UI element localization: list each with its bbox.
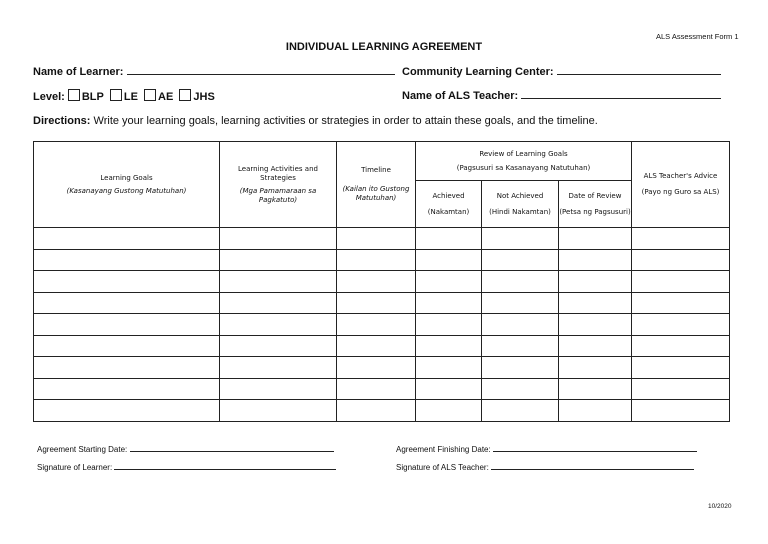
community-learning-center-field[interactable]: [402, 65, 721, 78]
table-row: [34, 271, 730, 293]
table-cell[interactable]: [632, 292, 730, 314]
table-cell[interactable]: [416, 249, 482, 271]
table-cell[interactable]: [632, 357, 730, 379]
table-cell[interactable]: [220, 357, 337, 379]
date-of-review-title: Date of Review: [568, 191, 622, 200]
table-cell[interactable]: [337, 228, 416, 250]
le-checkbox[interactable]: [110, 89, 122, 101]
level-option-ae[interactable]: [144, 91, 173, 103]
table-cell[interactable]: [482, 400, 559, 422]
table-row: [34, 314, 730, 336]
table-cell[interactable]: [220, 228, 337, 250]
table-row: [34, 335, 730, 357]
review-header: [416, 142, 632, 181]
table-cell[interactable]: [337, 400, 416, 422]
table-cell[interactable]: [220, 314, 337, 336]
table-cell[interactable]: [632, 378, 730, 400]
le-label: LE: [123, 91, 138, 103]
table-cell[interactable]: [482, 378, 559, 400]
level-field: [33, 89, 218, 103]
table-cell[interactable]: [220, 271, 337, 293]
table-cell[interactable]: [482, 314, 559, 336]
table-cell[interactable]: [416, 314, 482, 336]
table-row: [34, 357, 730, 379]
table-cell[interactable]: [34, 271, 220, 293]
name-of-als-teacher-line[interactable]: [521, 89, 721, 99]
level-option-blp[interactable]: [68, 91, 104, 103]
table-cell[interactable]: [416, 271, 482, 293]
table-cell[interactable]: [337, 249, 416, 271]
achieved-header: [416, 181, 482, 228]
date-of-review-header: [559, 181, 632, 228]
review-title: Review of Learning Goals: [479, 149, 568, 158]
agreement-finishing-date-line[interactable]: [493, 444, 697, 452]
table-cell[interactable]: [34, 335, 220, 357]
table-cell[interactable]: [34, 228, 220, 250]
table-row: [34, 378, 730, 400]
signature-of-als-teacher-line[interactable]: [491, 462, 694, 470]
table-row: [34, 400, 730, 422]
directions-label: Directions:: [33, 115, 91, 127]
name-of-als-teacher-label: Name of ALS Teacher:: [402, 90, 519, 102]
table-cell[interactable]: [559, 357, 632, 379]
jhs-checkbox[interactable]: [179, 89, 191, 101]
signature-of-als-teacher-field[interactable]: [396, 462, 694, 472]
table-cell[interactable]: [220, 249, 337, 271]
agreement-finishing-date-label: Agreement Finishing Date:: [396, 445, 491, 454]
table-cell[interactable]: [482, 271, 559, 293]
table-cell[interactable]: [559, 314, 632, 336]
advice-subtitle: (Payo ng Guro sa ALS): [641, 188, 720, 196]
blp-checkbox[interactable]: [68, 89, 80, 101]
jhs-label: JHS: [193, 91, 215, 103]
signature-of-learner-label: Signature of Learner:: [37, 463, 113, 472]
table-cell[interactable]: [220, 292, 337, 314]
ae-label: AE: [158, 91, 174, 103]
table-cell[interactable]: [337, 357, 416, 379]
name-of-learner-field[interactable]: [33, 65, 395, 78]
community-learning-center-line[interactable]: [557, 65, 721, 75]
table-cell[interactable]: [337, 271, 416, 293]
table-cell[interactable]: [632, 271, 730, 293]
table-cell[interactable]: [416, 378, 482, 400]
table-cell[interactable]: [482, 249, 559, 271]
table-cell[interactable]: [632, 228, 730, 250]
table-cell[interactable]: [416, 292, 482, 314]
table-cell[interactable]: [34, 378, 220, 400]
name-of-als-teacher-field[interactable]: [402, 89, 721, 102]
activities-subtitle: (Mga Pamamaraan sa Pagkatuto): [239, 186, 317, 204]
table-cell[interactable]: [482, 292, 559, 314]
agreement-starting-date-line[interactable]: [130, 444, 334, 452]
advice-title: ALS Teacher's Advice: [643, 172, 718, 180]
name-of-learner-line[interactable]: [127, 65, 395, 75]
table-cell[interactable]: [559, 335, 632, 357]
table-cell[interactable]: [34, 357, 220, 379]
table-cell[interactable]: [34, 292, 220, 314]
table-cell[interactable]: [416, 357, 482, 379]
directions: [33, 115, 598, 127]
table-cell[interactable]: [632, 249, 730, 271]
table-cell[interactable]: [482, 357, 559, 379]
table-cell[interactable]: [337, 292, 416, 314]
not-achieved-title: Not Achieved: [496, 191, 544, 200]
agreement-starting-date-field[interactable]: [37, 444, 334, 454]
table-cell[interactable]: [416, 228, 482, 250]
table-row: [34, 249, 730, 271]
table-cell[interactable]: [632, 314, 730, 336]
agreement-finishing-date-field[interactable]: [396, 444, 697, 454]
form-id: ALS Assessment Form 1: [656, 32, 739, 41]
table-cell[interactable]: [220, 378, 337, 400]
achieved-title: Achieved: [432, 191, 465, 200]
achieved-subtitle: (Nakamtan): [427, 207, 470, 216]
level-option-jhs[interactable]: [179, 91, 214, 103]
table-cell[interactable]: [559, 292, 632, 314]
name-of-learner-label: Name of Learner:: [33, 66, 124, 78]
activities-header: [220, 142, 337, 228]
level-label: Level:: [33, 91, 65, 103]
table-cell[interactable]: [559, 228, 632, 250]
learning-agreement-table: [33, 141, 730, 422]
table-cell[interactable]: [482, 335, 559, 357]
timeline-title: Timeline: [361, 166, 391, 174]
not-achieved-header: [482, 181, 559, 228]
agreement-starting-date-label: Agreement Starting Date:: [37, 445, 128, 454]
community-learning-center-label: Community Learning Center:: [402, 66, 554, 78]
advice-header: [632, 142, 730, 228]
directions-text: Write your learning goals, learning activities or strategies in order to attain these goals, and the timeline.: [90, 115, 598, 127]
signature-of-learner-field[interactable]: [37, 462, 336, 472]
activities-title: Learning Activities and Strategies: [238, 164, 318, 182]
table-cell[interactable]: [559, 249, 632, 271]
table-cell[interactable]: [559, 400, 632, 422]
table-cell[interactable]: [416, 335, 482, 357]
table-cell[interactable]: [34, 249, 220, 271]
table-cell[interactable]: [337, 335, 416, 357]
signature-of-learner-line[interactable]: [114, 462, 336, 470]
table-cell[interactable]: [482, 228, 559, 250]
form-title: INDIVIDUAL LEARNING AGREEMENT: [285, 41, 483, 53]
table-cell[interactable]: [559, 271, 632, 293]
learning-goals-header: [34, 142, 220, 228]
review-subtitle: (Pagsusuri sa Kasanayang Natutuhan): [456, 163, 591, 172]
table-row: [34, 228, 730, 250]
learning-goals-subtitle: (Kasanayang Gustong Matutuhan): [66, 186, 187, 195]
signature-of-als-teacher-label: Signature of ALS Teacher:: [396, 463, 489, 472]
table-cell[interactable]: [632, 335, 730, 357]
date-of-review-subtitle: (Petsa ng Pagsusuri): [559, 207, 631, 216]
timeline-header: [337, 142, 416, 228]
table-row: [34, 292, 730, 314]
ae-checkbox[interactable]: [144, 89, 156, 101]
table-cell[interactable]: [337, 378, 416, 400]
table-cell[interactable]: [632, 400, 730, 422]
blp-label: BLP: [81, 91, 104, 103]
table-cell[interactable]: [337, 314, 416, 336]
table-body: [34, 228, 730, 422]
timeline-subtitle: (Kailan ito Gustong Matutuhan): [342, 185, 410, 202]
table-cell[interactable]: [220, 400, 337, 422]
table-cell[interactable]: [416, 400, 482, 422]
table-cell[interactable]: [559, 378, 632, 400]
learning-goals-title: Learning Goals: [100, 173, 153, 182]
not-achieved-subtitle: (Hindi Nakamtan): [489, 207, 551, 216]
table-cell[interactable]: [34, 314, 220, 336]
date-code: 10/2020: [708, 503, 732, 510]
level-option-le[interactable]: [110, 91, 138, 103]
table-cell[interactable]: [34, 400, 220, 422]
table-cell[interactable]: [220, 335, 337, 357]
